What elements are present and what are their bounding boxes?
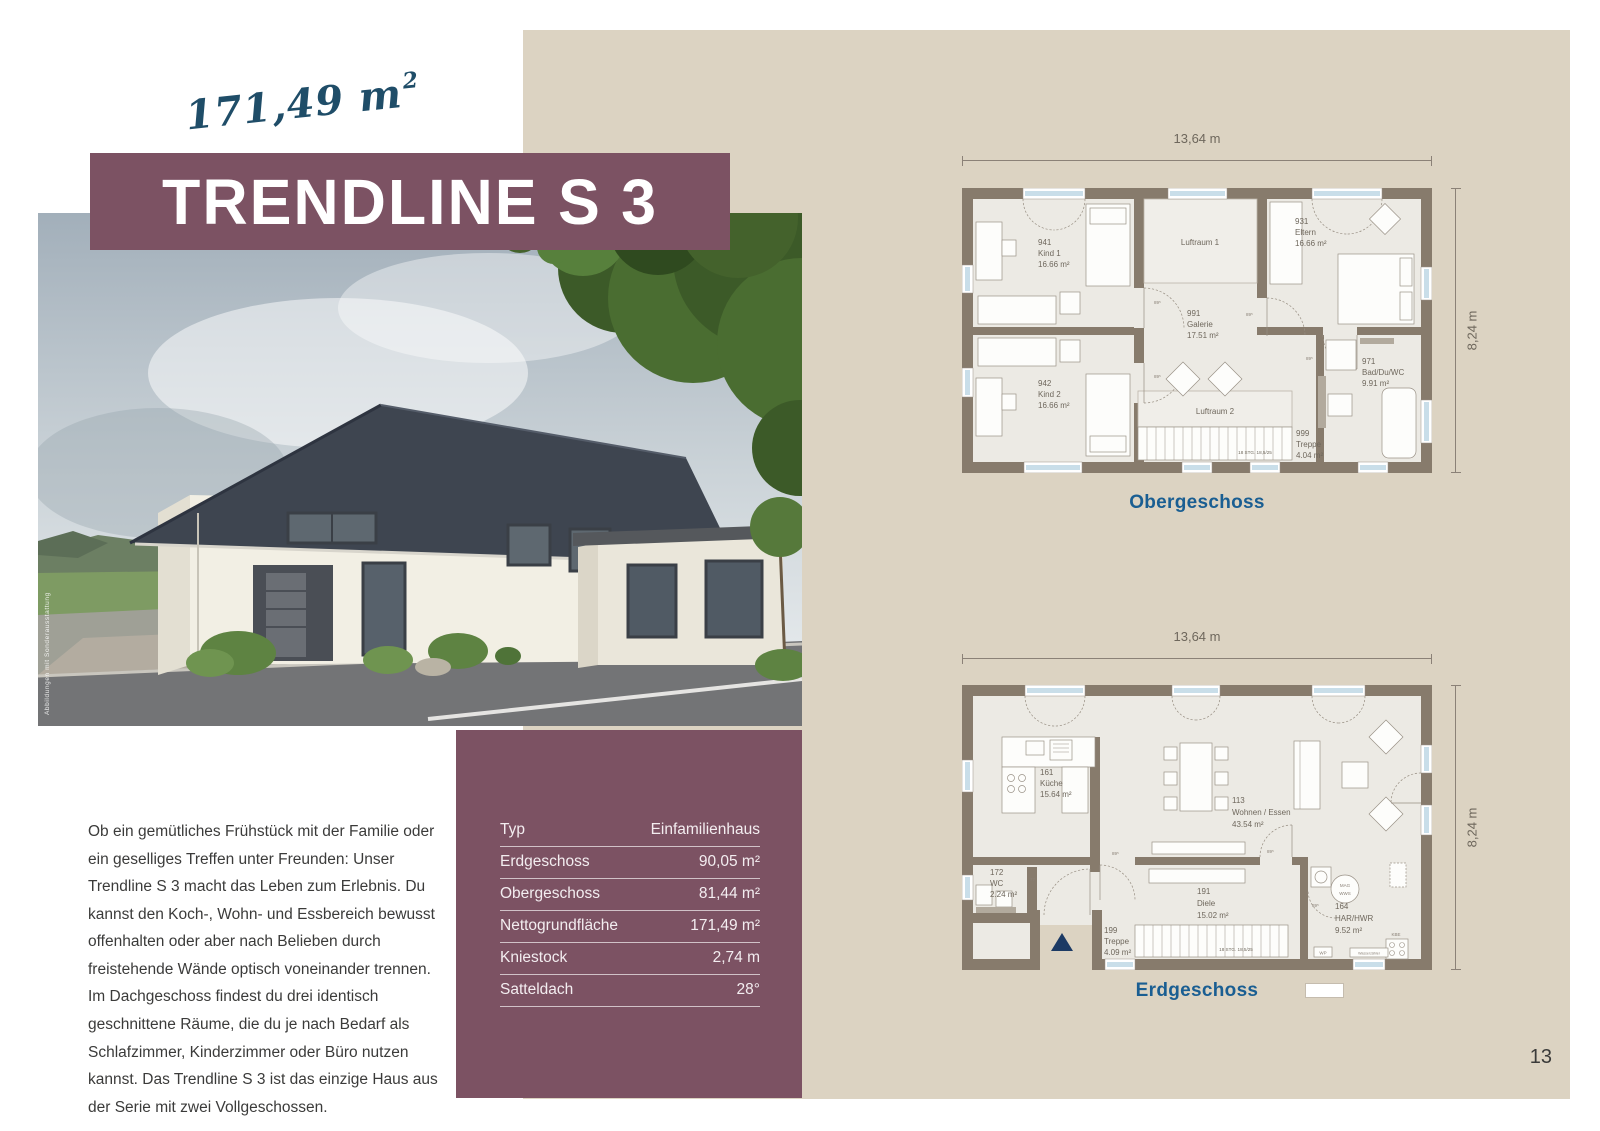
spec-row-nettogrundflaeche [500, 911, 760, 943]
svg-text:971: 971 [1362, 357, 1376, 366]
spec-value: 2,74 m [712, 949, 760, 966]
equipment-wp: WP [1319, 950, 1327, 956]
floorplan-erdgeschoss [962, 685, 1432, 970]
svg-text:Kind 2: Kind 2 [1038, 390, 1061, 399]
house-photo [38, 213, 802, 726]
title-banner [90, 153, 730, 250]
eg-width-dimension-line [962, 658, 1432, 659]
svg-text:Kind 1: Kind 1 [1038, 249, 1061, 258]
eg-door-label-1: 89⁵ [1112, 851, 1119, 856]
og-stair-note: 18 STG. 18,5/25 [1238, 450, 1272, 455]
spec-value: 81,44 m² [698, 885, 760, 902]
svg-text:Wohnen / Essen: Wohnen / Essen [1232, 808, 1291, 817]
handwritten-area-sup: 2 [401, 67, 421, 95]
spec-label: Kniestock [500, 949, 568, 966]
spec-row-satteldach [500, 975, 760, 1007]
equipment-wws: WWS [1339, 891, 1351, 896]
og-door-label-1: 89⁵ [1154, 300, 1161, 305]
spec-label: Nettogrundfläche [500, 917, 619, 934]
svg-text:Galerie: Galerie [1187, 320, 1213, 329]
page-number: 13 [1529, 1046, 1552, 1068]
svg-text:191: 191 [1197, 887, 1211, 896]
og-door-label-2: 89⁵ [1246, 312, 1253, 317]
spec-row-erdgeschoss [500, 847, 760, 879]
spec-label: Satteldach [500, 981, 574, 998]
svg-text:Treppe: Treppe [1296, 440, 1322, 449]
svg-text:WC: WC [990, 879, 1004, 888]
photo-credit-vertical: Abbildungen mit Sonderausstattung [44, 592, 51, 715]
spec-table [456, 730, 802, 1098]
spec-label: Typ [500, 821, 525, 838]
svg-text:991: 991 [1187, 309, 1201, 318]
page-title: TRENDLINE S 3 [162, 165, 658, 238]
eg-height-dimension: 8,24 m [1464, 807, 1480, 848]
svg-text:931: 931 [1295, 217, 1309, 226]
svg-text:199: 199 [1104, 926, 1118, 935]
svg-text:999: 999 [1296, 429, 1310, 438]
eg-wc-door-label: 77 [1030, 877, 1036, 882]
room-label-luftraum1: Luftraum 1 [1180, 238, 1220, 247]
svg-text:9.52 m²: 9.52 m² [1335, 926, 1363, 935]
svg-text:941: 941 [1038, 238, 1052, 247]
og-door-label-4: 89⁵ [1306, 356, 1313, 361]
room-label-luftraum2: Luftraum 2 [1195, 407, 1235, 416]
svg-text:Diele: Diele [1197, 899, 1216, 908]
og-width-dimension: 13,64 m [1173, 131, 1221, 146]
svg-text:Bad/Du/WC: Bad/Du/WC [1362, 368, 1405, 377]
eg-stair-note: 18 STG. 18,5/25 [1219, 947, 1253, 952]
eg-stairs [1135, 925, 1288, 957]
svg-text:4.04 m²: 4.04 m² [1296, 451, 1324, 460]
svg-text:Treppe: Treppe [1104, 937, 1130, 946]
equipment-kbe: KBE [1391, 932, 1401, 937]
eg-door-label-3: 89⁵ [1312, 903, 1319, 908]
spec-value: Einfamilienhaus [650, 821, 760, 838]
spec-label: Obergeschoss [500, 885, 600, 902]
svg-text:15.64 m²: 15.64 m² [1040, 790, 1072, 799]
og-door-label-3: 89⁵ [1154, 374, 1161, 379]
og-height-dimension-line [1455, 188, 1456, 473]
svg-text:16.66 m²: 16.66 m² [1038, 401, 1070, 410]
equipment-meter: Wasserzähler [1358, 951, 1380, 956]
svg-text:16.66 m²: 16.66 m² [1038, 260, 1070, 269]
svg-text:161: 161 [1040, 768, 1054, 777]
eg-plan-title: Erdgeschoss [1135, 980, 1259, 1001]
svg-text:942: 942 [1038, 379, 1052, 388]
spec-row-obergeschoss [500, 879, 760, 911]
svg-text:HAR/HWR: HAR/HWR [1335, 914, 1374, 923]
spec-value: 28° [736, 981, 760, 998]
spec-value: 90,05 m² [698, 853, 760, 870]
handwritten-area-note [183, 65, 447, 140]
svg-text:16.66 m²: 16.66 m² [1295, 239, 1327, 248]
house-photo-illustration [38, 213, 802, 726]
handwritten-area-value: 171,49 m [183, 69, 405, 140]
spec-value: 171,49 m² [690, 917, 760, 934]
og-stairs [1138, 427, 1292, 460]
og-plan-title: Obergeschoss [1129, 492, 1265, 513]
svg-text:9.91 m²: 9.91 m² [1362, 379, 1390, 388]
svg-text:113: 113 [1232, 796, 1245, 805]
svg-text:172: 172 [990, 868, 1004, 877]
og-width-dimension-line [962, 160, 1432, 161]
equipment-mag: MAG [1339, 883, 1351, 888]
svg-text:Küche: Küche [1040, 779, 1063, 788]
svg-text:4.09 m²: 4.09 m² [1104, 948, 1132, 957]
svg-text:43.54 m²: 43.54 m² [1232, 820, 1264, 829]
spec-row-typ [500, 815, 760, 847]
svg-text:15.02 m²: 15.02 m² [1197, 911, 1229, 920]
spec-row-kniestock [500, 943, 760, 975]
svg-text:164: 164 [1335, 902, 1349, 911]
svg-text:2.24 m²: 2.24 m² [990, 890, 1018, 899]
floorplan-obergeschoss [962, 188, 1432, 473]
eg-height-dimension-line [1455, 685, 1456, 970]
spec-label: Erdgeschoss [500, 853, 590, 870]
svg-text:17.51 m²: 17.51 m² [1187, 331, 1219, 340]
svg-text:Eltern: Eltern [1295, 228, 1316, 237]
intro-paragraph: Ob ein gemütliches Frühstück mit der Familie oder ein geselliges Treffen unter Freunden: Unser Trendline S 3 macht das Leben zum Erlebnis. Du kannst den Koch-, Wohn- und Essbereich bewusst offenhalten oder aber nach Belieben durch freistehende Wände optisch voneinander trennen. Im Dachgeschoss findest du drei identisch geschnittene Räume, die du je nach Bedarf als Schlafzimmer, Kinderzimmer oder Büro nutzen kannst. Das Trendline S 3 ist das einzige Haus aus der Serie mit zwei Vollgeschossen. [88, 823, 438, 1116]
annex-building [573, 525, 788, 668]
eg-width-dimension: 13,64 m [1173, 629, 1221, 644]
eg-door-label-2: 89⁵ [1267, 849, 1274, 854]
og-height-dimension: 8,24 m [1464, 310, 1480, 351]
